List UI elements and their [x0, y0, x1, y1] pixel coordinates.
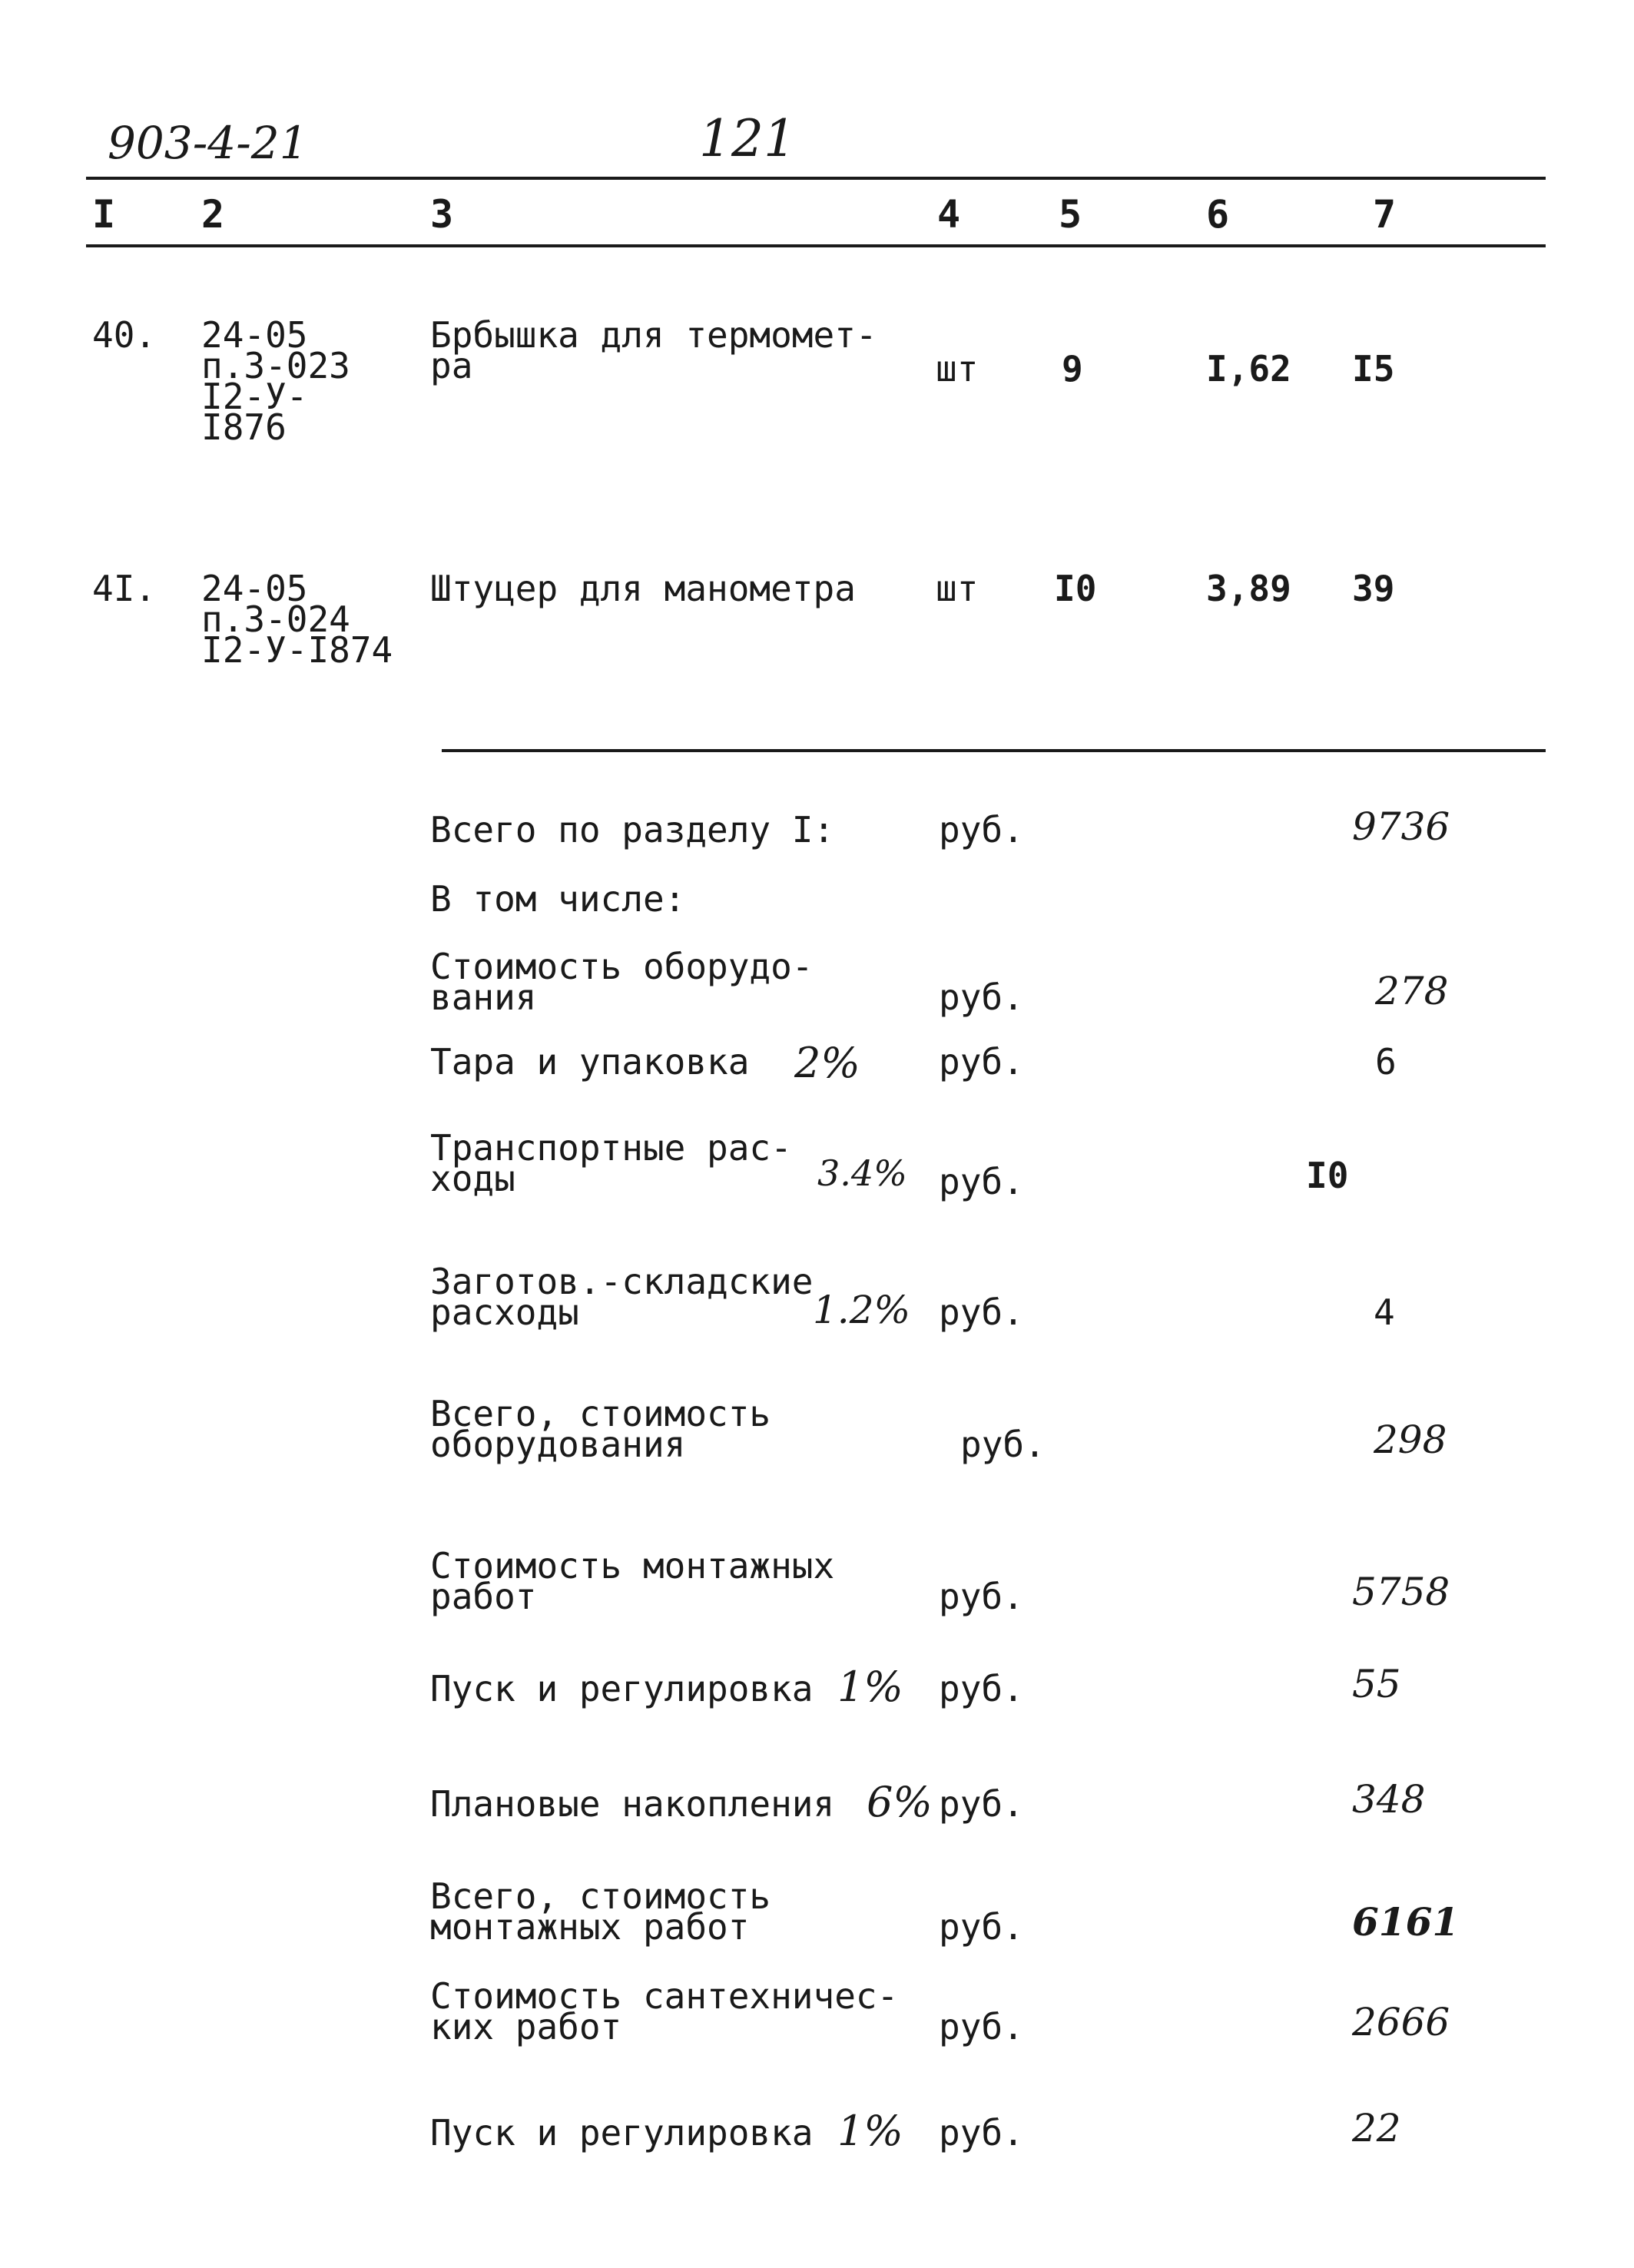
row-name-line: Штуцер для манометра [430, 568, 856, 609]
header-top-rule [86, 177, 1546, 180]
column-header-5: 5 [1059, 192, 1082, 237]
summary-percent: 1% [837, 2107, 903, 2155]
summary-unit: руб. [939, 1906, 1024, 1948]
summary-label: работ [430, 1576, 537, 1617]
row-number: 4I. [92, 568, 157, 609]
summary-value: 278 [1375, 969, 1449, 1013]
summary-percent: 1% [837, 1663, 903, 1711]
column-header-1: I [92, 192, 116, 237]
summary-percent: 2% [794, 1039, 860, 1087]
row-code-line: 24-05 [201, 314, 308, 356]
summary-unit: руб. [939, 1668, 1024, 1709]
row-quantity: 9 [1062, 348, 1083, 390]
summary-unit: руб. [939, 976, 1024, 1018]
summary-unit: руб. [939, 1292, 1024, 1333]
summary-value: 22 [1352, 2106, 1401, 2150]
row-unit: шт [936, 348, 979, 390]
summary-unit: руб. [939, 1783, 1024, 1825]
summary-value: 5758 [1352, 1570, 1450, 1614]
summary-unit: руб. [939, 2006, 1024, 2048]
row-code-line: 24-05 [201, 568, 308, 609]
summary-value: 55 [1352, 1662, 1401, 1706]
summary-value: 6161 [1352, 1899, 1460, 1945]
row-total: 39 [1352, 568, 1395, 609]
row-code-line: п.3-024 [201, 598, 350, 640]
column-header-6: 6 [1206, 192, 1230, 237]
summary-value: 348 [1352, 1777, 1426, 1822]
summary-label: ких работ [430, 2006, 622, 2048]
row-name-line: ра [430, 345, 473, 386]
summary-value: 6 [1375, 1041, 1397, 1083]
summary-value: I0 [1306, 1155, 1349, 1196]
summary-label: Стоимость сантехничес- [430, 1975, 899, 2017]
section-separator [442, 749, 1546, 752]
column-header-4: 4 [937, 192, 961, 237]
summary-label: Всего, стоимость [430, 1875, 771, 1917]
page-number: 121 [699, 109, 796, 168]
summary-label: вания [430, 976, 537, 1018]
summary-unit: руб. [939, 809, 1024, 850]
row-code-line: п.3-023 [201, 345, 350, 386]
summary-unit: руб. [939, 2112, 1024, 2154]
summary-label: Транспортные рас- [430, 1127, 792, 1169]
summary-unit: руб. [939, 1576, 1024, 1617]
document-code: 903-4-21 [108, 117, 308, 169]
summary-unit: руб. [939, 1161, 1024, 1202]
summary-label: Пуск и регулировка [430, 1668, 814, 1709]
summary-label: оборудования [430, 1424, 686, 1465]
summary-value: 9736 [1352, 804, 1450, 849]
row-unit: шт [936, 568, 979, 609]
column-header-2: 2 [201, 192, 225, 237]
summary-value: 298 [1374, 1418, 1447, 1462]
summary-percent: 6% [867, 1778, 933, 1826]
summary-label: Тара и упаковка [430, 1041, 750, 1083]
row-name-line: Брбышка для термомет- [430, 314, 877, 356]
summary-label: Стоимость монтажных [430, 1545, 835, 1587]
summary-percent: 1.2% [813, 1288, 911, 1332]
summary-label: Заготов.-складские [430, 1261, 814, 1302]
summary-label: ходы [430, 1158, 515, 1199]
row-code-line: I2-У- [201, 376, 308, 417]
row-total: I5 [1352, 348, 1395, 390]
row-price: 3,89 [1206, 568, 1291, 609]
header-bottom-rule [86, 244, 1546, 247]
row-number: 40. [92, 314, 157, 356]
column-header-7: 7 [1373, 192, 1397, 237]
summary-unit: руб. [960, 1424, 1046, 1465]
summary-label: расходы [430, 1292, 579, 1333]
summary-value: 2666 [1352, 2000, 1450, 2044]
summary-label: Всего, стоимость [430, 1393, 771, 1434]
summary-label: В том числе: [430, 878, 686, 920]
row-quantity: I0 [1054, 568, 1097, 609]
summary-unit: руб. [939, 1041, 1024, 1083]
column-header-3: 3 [430, 192, 454, 237]
row-code-line: I876 [201, 406, 287, 448]
summary-value: 4 [1374, 1292, 1395, 1333]
summary-percent: 3.4% [817, 1152, 907, 1194]
summary-label: Всего по разделу I: [430, 809, 835, 850]
summary-label: Пуск и регулировка [430, 2112, 814, 2154]
summary-label: Плановые накопления [430, 1783, 835, 1825]
row-price: I,62 [1206, 348, 1291, 390]
row-code-line: I2-У-I874 [201, 629, 393, 671]
summary-label: Стоимость оборудо- [430, 946, 814, 987]
summary-label: монтажных работ [430, 1906, 750, 1948]
